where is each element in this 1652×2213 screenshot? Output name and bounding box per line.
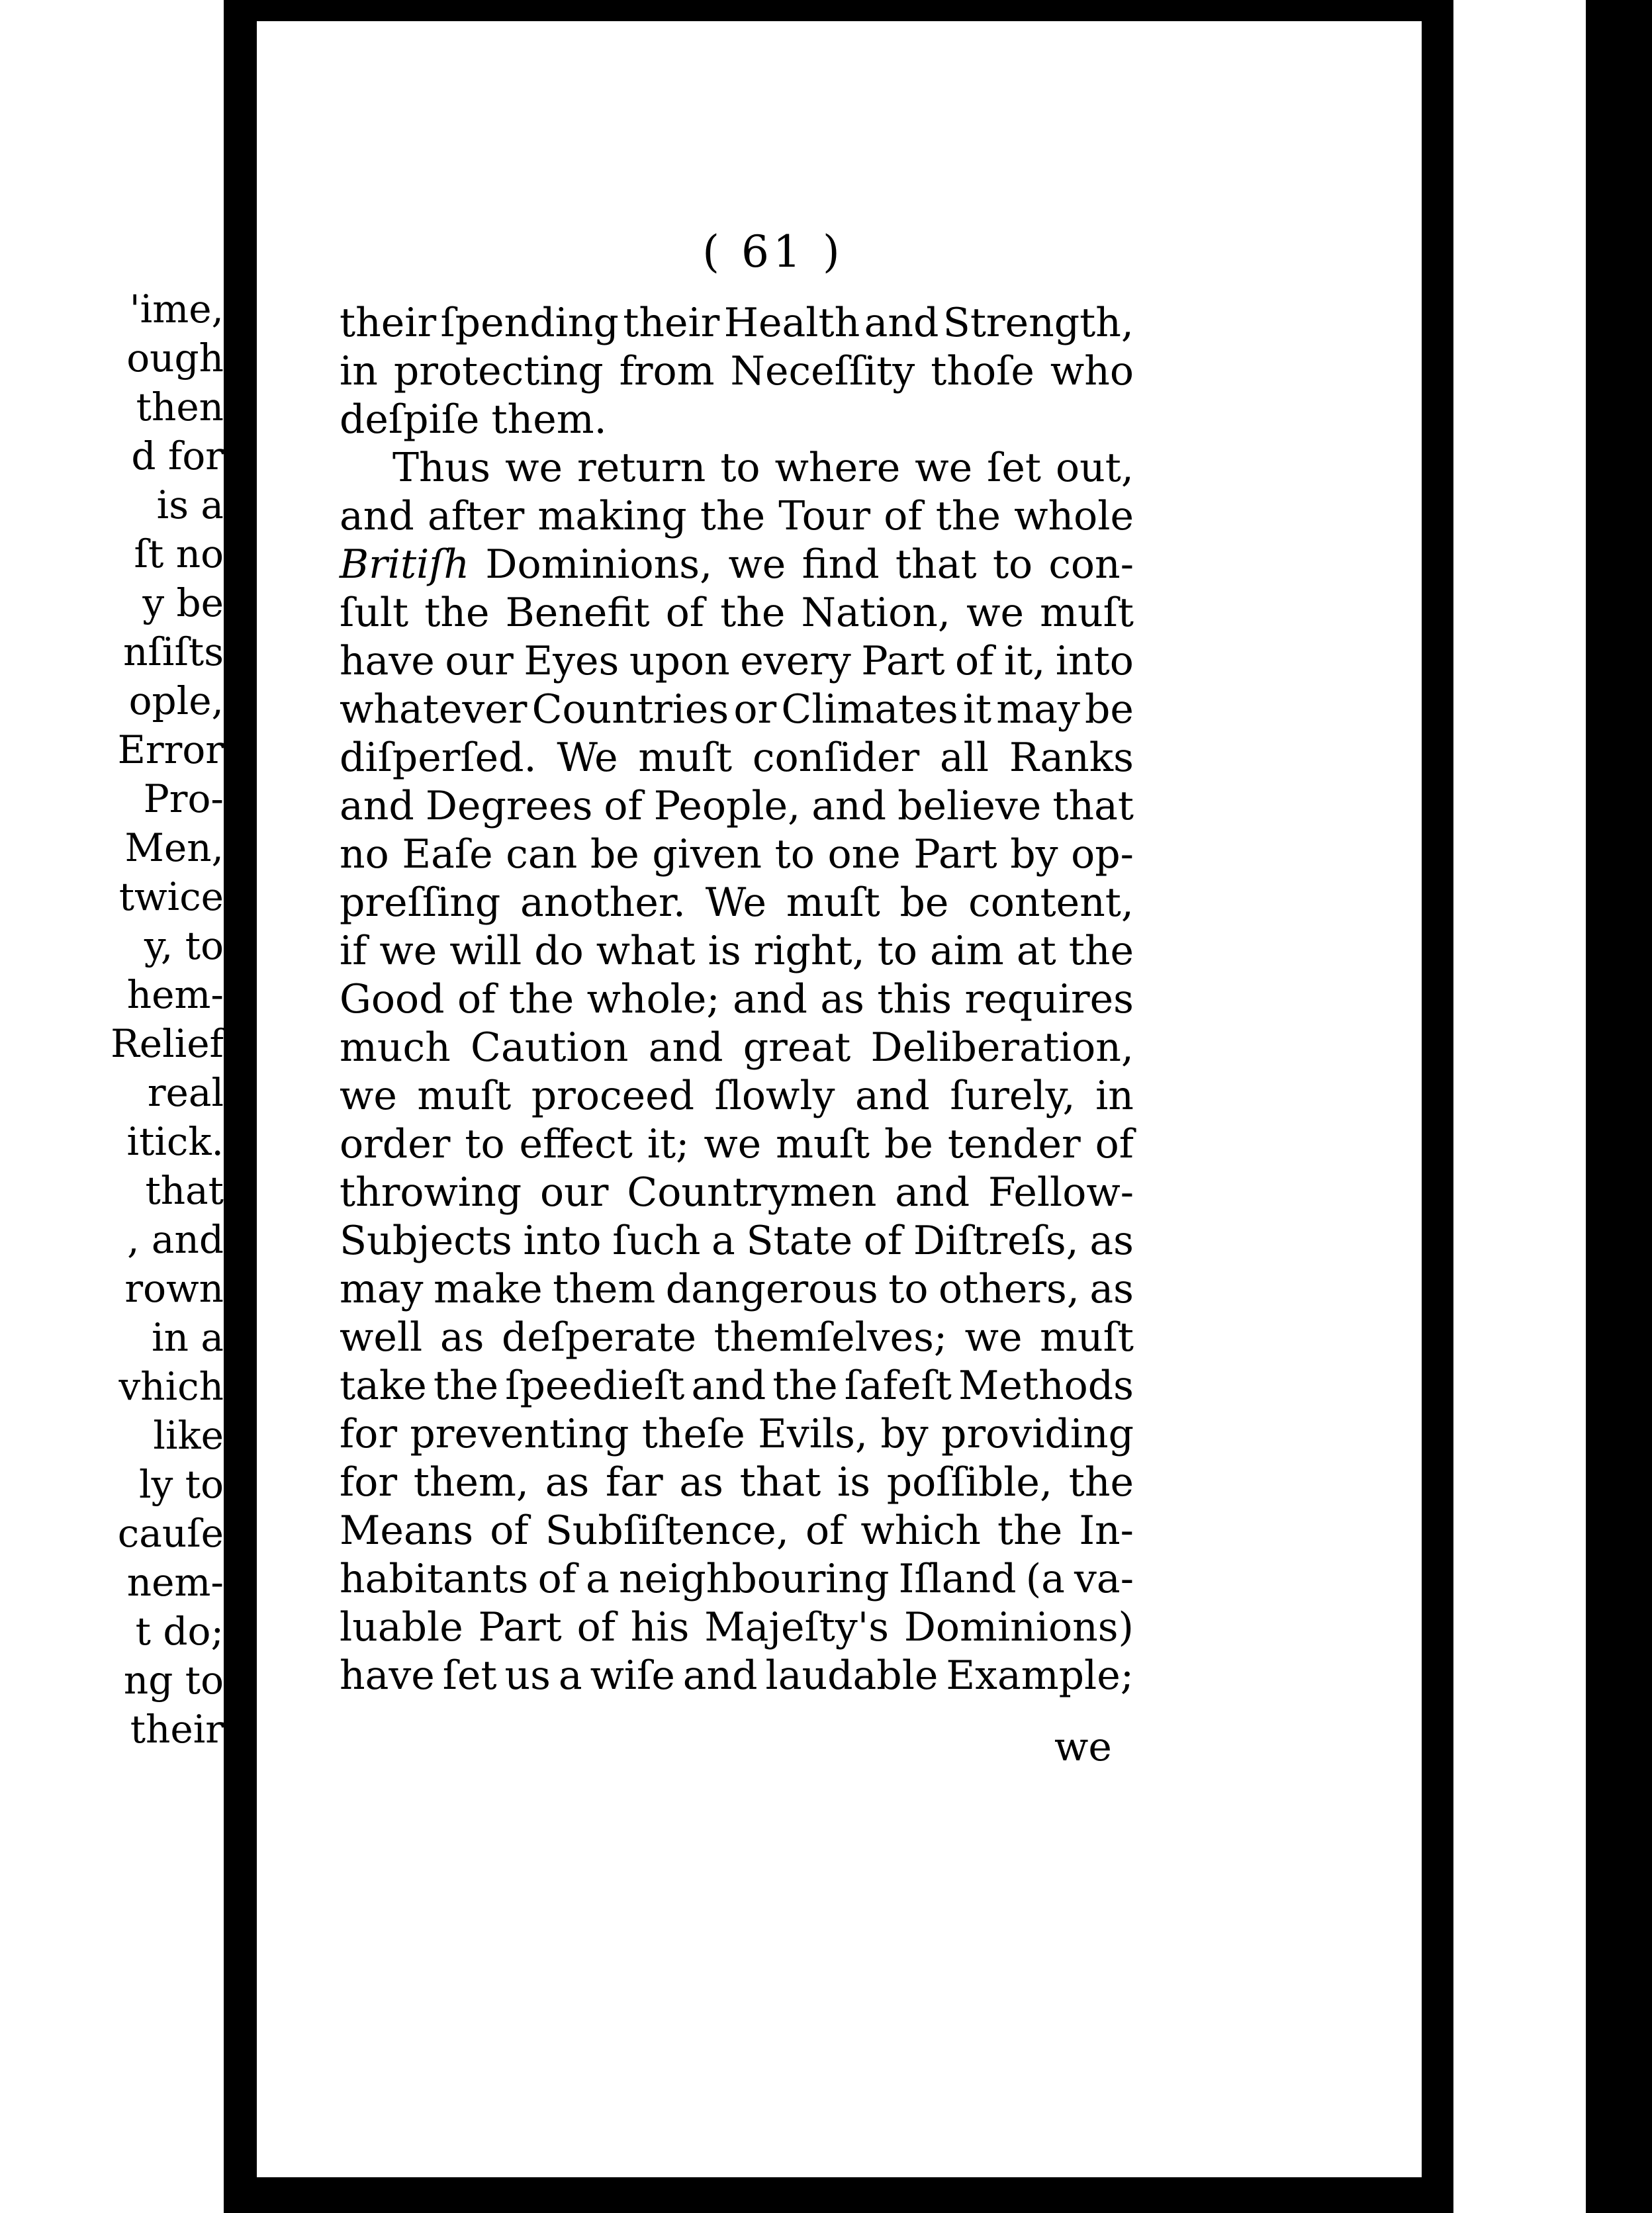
word: will (449, 928, 522, 974)
word: to (877, 928, 917, 974)
left-page-fragment-line: is a (156, 482, 224, 527)
left-page-fragment-line: then (136, 384, 224, 429)
word: have (340, 1652, 435, 1699)
word: ſlowly (714, 1073, 835, 1119)
word: muſt (1040, 1314, 1134, 1361)
word: preventing (410, 1411, 629, 1457)
word: Subjects (340, 1218, 512, 1264)
word: is (708, 928, 741, 974)
word: to (465, 1121, 505, 1167)
word: luable (340, 1604, 463, 1650)
word: take (340, 1363, 427, 1409)
word: Evils, (758, 1411, 868, 1457)
word: aim (929, 928, 1004, 974)
word: Diſtreſs, (913, 1218, 1079, 1264)
word: in (1095, 1073, 1134, 1119)
left-page-fragment-line: ng to (123, 1658, 224, 1703)
word: may (996, 686, 1080, 733)
word: upon (629, 638, 730, 684)
word: we (915, 445, 973, 491)
word: believe (897, 783, 1042, 829)
left-page-fragment-line: ough (126, 336, 224, 381)
word: Degrees (425, 783, 593, 829)
word: into (523, 1218, 602, 1264)
word: State (746, 1218, 853, 1264)
text-line (340, 686, 1134, 734)
left-page-fragment-line: , and (127, 1217, 224, 1262)
word: right, (753, 928, 865, 974)
word: be (590, 831, 639, 878)
left-page-fragment-line: 'ime, (129, 287, 224, 332)
left-page-fragment-line: y be (142, 580, 224, 625)
word: and (733, 976, 807, 1022)
word: whole; (586, 976, 720, 1022)
word: Tour (778, 493, 871, 539)
word: into (1055, 638, 1134, 684)
word: Fellow- (988, 1169, 1134, 1216)
word: Means (340, 1508, 474, 1554)
word: by (880, 1411, 929, 1457)
word: no (340, 831, 389, 878)
left-page-fragment-line: Error (117, 727, 224, 772)
word: Eyes (524, 638, 620, 684)
left-page-fragment-line: Relief (111, 1021, 224, 1066)
word: be (899, 880, 949, 926)
word: whole (1014, 493, 1134, 539)
word: find (802, 541, 880, 588)
word: the (720, 590, 786, 636)
word: themſelves; (713, 1314, 948, 1361)
word: us (504, 1652, 551, 1699)
text-line (340, 1603, 1134, 1652)
word: make (434, 1266, 543, 1312)
word: muſt (417, 1073, 512, 1119)
word: the (997, 1508, 1063, 1554)
word: well (340, 1314, 423, 1361)
word: a (586, 1556, 610, 1602)
word: and (691, 1363, 766, 1409)
word: muſt (776, 1121, 870, 1167)
word: poſſible, (886, 1459, 1053, 1506)
left-page-fragment-line: ople, (128, 678, 224, 723)
left-page-fragment-line: like (153, 1413, 224, 1458)
text-line (340, 299, 1134, 347)
word: making (537, 493, 687, 539)
word: be (1085, 686, 1134, 733)
word: theſe (641, 1411, 745, 1457)
word: may (340, 1266, 424, 1312)
word: tender (947, 1121, 1081, 1167)
text-line (340, 782, 1134, 831)
left-page-fragment-line: nſiſts (123, 629, 224, 674)
word: We (557, 735, 618, 781)
word: effect (519, 1121, 633, 1167)
left-page-fragment-line: Men, (124, 825, 224, 870)
word: or (733, 686, 777, 733)
word: requires (964, 976, 1134, 1022)
word: as (1089, 1266, 1134, 1312)
word: the (508, 976, 574, 1022)
page-number: ( 61 ) (702, 226, 844, 277)
word: is (837, 1459, 870, 1506)
word: if (340, 928, 367, 974)
word: and (682, 1652, 758, 1699)
word: conſider (752, 735, 920, 781)
word: all (939, 735, 989, 781)
word: of (576, 1604, 616, 1650)
word: we (964, 1314, 1023, 1361)
word: as (820, 976, 864, 1022)
word: con- (1048, 541, 1134, 588)
word: content, (968, 880, 1134, 926)
word: them. (491, 396, 607, 443)
word: it; (647, 1121, 690, 1167)
word: every (740, 638, 851, 684)
left-page-fragment-line: t do; (135, 1609, 224, 1654)
word: habitants (340, 1556, 529, 1602)
word: laudable (765, 1652, 939, 1699)
word: as (1089, 1218, 1134, 1264)
word: whatever (340, 686, 528, 733)
word: Climates (781, 686, 958, 733)
left-page (0, 0, 224, 2213)
text-line (340, 831, 1134, 879)
word: order (340, 1121, 451, 1167)
word: of (884, 493, 923, 539)
left-page-fragment-line: hem- (126, 972, 224, 1017)
word: neighbouring (619, 1556, 890, 1602)
word: to (992, 541, 1033, 588)
word: what (596, 928, 696, 974)
word: a (711, 1218, 735, 1264)
word: Countries (531, 686, 729, 733)
word: our (540, 1169, 609, 1216)
word: can (506, 831, 578, 878)
word: Benefit (505, 590, 650, 636)
text-line (340, 1507, 1134, 1555)
word: Part (861, 638, 945, 684)
word: and (648, 1024, 723, 1071)
word: it (962, 686, 992, 733)
word: who (1050, 348, 1134, 394)
word: for (340, 1411, 398, 1457)
word: his (630, 1604, 690, 1650)
word: ſet (442, 1652, 497, 1699)
left-page-fragment-line: real (147, 1070, 224, 1115)
text-line (340, 975, 1134, 1024)
word: that (739, 1459, 821, 1506)
word: ſurely, (950, 1073, 1076, 1119)
text-line (340, 1265, 1134, 1314)
word: the (1068, 1459, 1134, 1506)
text-line (340, 1072, 1134, 1120)
left-page-fragment-line: ly to (139, 1462, 224, 1507)
word: Iſland (898, 1556, 1017, 1602)
word: the (700, 493, 766, 539)
word: out, (1056, 445, 1134, 491)
word: throwing (340, 1169, 522, 1216)
left-page-fragment-line: itick. (126, 1119, 224, 1164)
word: them, (413, 1459, 529, 1506)
word: which (860, 1508, 981, 1554)
word: and (340, 493, 414, 539)
word: it, (1003, 638, 1046, 684)
word: of (863, 1218, 903, 1264)
word: Strength, (942, 300, 1134, 346)
word: deſperate (501, 1314, 697, 1361)
left-page-fragment-line: vhich (118, 1364, 224, 1409)
word: Example; (946, 1652, 1134, 1699)
word: and (811, 783, 887, 829)
word: and (855, 1073, 930, 1119)
text-line (340, 492, 1134, 541)
text-line (340, 1362, 1134, 1410)
word: providing (941, 1411, 1134, 1457)
word: Dominions) (903, 1604, 1134, 1650)
word: the (433, 1363, 499, 1409)
word: of (805, 1508, 845, 1554)
left-page-fragment-line: rown (124, 1266, 224, 1311)
word: of (665, 590, 705, 636)
text-line (340, 444, 1134, 492)
word: ſult (340, 590, 409, 636)
gutter (224, 0, 257, 2213)
word: where (774, 445, 901, 491)
word: for (340, 1459, 398, 1506)
word: far (605, 1459, 663, 1506)
word: be (884, 1121, 933, 1167)
word: of (604, 783, 643, 829)
right-page (257, 21, 1422, 2177)
word: return (577, 445, 706, 491)
word: and (895, 1169, 970, 1216)
word: we (704, 1121, 762, 1167)
word: by (1010, 831, 1058, 878)
word: of (955, 638, 994, 684)
word: (a (1025, 1556, 1065, 1602)
word: their (623, 300, 720, 346)
text-line (340, 1555, 1134, 1603)
word: others, (938, 1266, 1079, 1312)
text-line (340, 879, 1134, 927)
word: as (545, 1459, 590, 1506)
text-line (340, 637, 1134, 686)
word: Methods (958, 1363, 1134, 1409)
word: them (553, 1266, 656, 1312)
word: that (895, 541, 977, 588)
left-page-fragments (0, 285, 224, 1754)
word: their (340, 300, 437, 346)
word: Part (478, 1604, 562, 1650)
word: va- (1074, 1556, 1134, 1602)
word: in (340, 348, 378, 394)
word: op- (1071, 831, 1134, 878)
word: after (427, 493, 525, 539)
word: we (379, 928, 437, 974)
word: we (505, 445, 563, 491)
word: and (864, 300, 939, 346)
text-line (340, 1314, 1134, 1362)
left-page-fragment-line: ſt no (134, 531, 224, 576)
word: at (1016, 928, 1056, 974)
word: from (619, 348, 715, 394)
word: to (720, 445, 760, 491)
left-page-fragment-line: d for (131, 433, 224, 478)
word: the (1068, 928, 1134, 974)
word: Britiſh (340, 541, 470, 588)
word: Majeſty's (704, 1604, 890, 1650)
left-page-fragment-line: their (130, 1707, 224, 1752)
word: Thus (392, 445, 491, 491)
left-page-fragment-line: nem- (126, 1560, 224, 1605)
word: deſpiſe (340, 396, 480, 443)
word: of (1095, 1121, 1134, 1167)
word: ſafeſt (844, 1363, 952, 1409)
word: to (774, 831, 815, 878)
word: Part (913, 831, 997, 878)
word: ſuch (612, 1218, 701, 1264)
word: have (340, 638, 435, 684)
word: we (966, 590, 1024, 636)
word: muſt (1040, 590, 1134, 636)
catchword: we (1054, 1724, 1112, 1770)
word: Caution (471, 1024, 629, 1071)
left-page-fragment-line: cauſe (117, 1511, 224, 1556)
word: of (490, 1508, 529, 1554)
word: People, (653, 783, 801, 829)
word: proceed (531, 1073, 695, 1119)
left-page-fragment-line: twice (118, 874, 224, 919)
word: dangerous (665, 1266, 878, 1312)
word: much (340, 1024, 451, 1071)
word: the (935, 493, 1001, 539)
left-page-fragment-line: y, to (144, 923, 224, 968)
word: we (728, 541, 786, 588)
word: to (888, 1266, 929, 1312)
text-line (340, 1120, 1134, 1169)
text-line (340, 1169, 1134, 1217)
word: a (558, 1652, 582, 1699)
text-line (340, 1410, 1134, 1459)
text-line (340, 1652, 1134, 1700)
word: Nation, (801, 590, 950, 636)
word: of (457, 976, 496, 1022)
word: as (679, 1459, 723, 1506)
body-text (340, 299, 1134, 1700)
next-page-edge (1453, 0, 1586, 2213)
word: Dominions, (485, 541, 713, 588)
word: of (537, 1556, 576, 1602)
word: We (705, 880, 767, 926)
word: that (1052, 783, 1134, 829)
word: one (827, 831, 901, 878)
word: Subſiſtence, (545, 1508, 789, 1554)
text-line (340, 734, 1134, 782)
word: muſt (638, 735, 733, 781)
word: preſſing (340, 880, 501, 926)
text-line (340, 1024, 1134, 1072)
word: ſet (987, 445, 1041, 491)
left-page-fragment-line: that (145, 1168, 224, 1213)
text-line (340, 347, 1134, 396)
text-line (340, 927, 1134, 975)
word: Health (723, 300, 860, 346)
word: another. (520, 880, 686, 926)
text-line (340, 589, 1134, 637)
word: given (652, 831, 762, 878)
word: this (877, 976, 952, 1022)
word: as (439, 1314, 484, 1361)
word: thoſe (931, 348, 1034, 394)
word: Good (340, 976, 445, 1022)
word: Ranks (1009, 735, 1134, 781)
text-line (340, 541, 1134, 589)
word: and (340, 783, 414, 829)
word: protecting (393, 348, 604, 394)
word: Deliberation, (870, 1024, 1134, 1071)
word: ſpending (440, 300, 619, 346)
word: great (743, 1024, 851, 1071)
text-line (340, 396, 1134, 444)
word: In- (1079, 1508, 1134, 1554)
word: do (534, 928, 584, 974)
word: wiſe (590, 1652, 675, 1699)
word: our (445, 638, 514, 684)
text-line (340, 1217, 1134, 1265)
word: Neceſſity (730, 348, 915, 394)
left-page-fragment-line: in a (152, 1315, 224, 1360)
word: we (340, 1073, 397, 1119)
left-page-fragment-line: Pro- (143, 776, 224, 821)
text-line (340, 1459, 1134, 1507)
word: the (772, 1363, 838, 1409)
word: muſt (786, 880, 880, 926)
word: the (424, 590, 490, 636)
word: Eaſe (402, 831, 493, 878)
word: Countrymen (627, 1169, 877, 1216)
word: diſperſed. (340, 735, 537, 781)
word: ſpeedieſt (505, 1363, 685, 1409)
